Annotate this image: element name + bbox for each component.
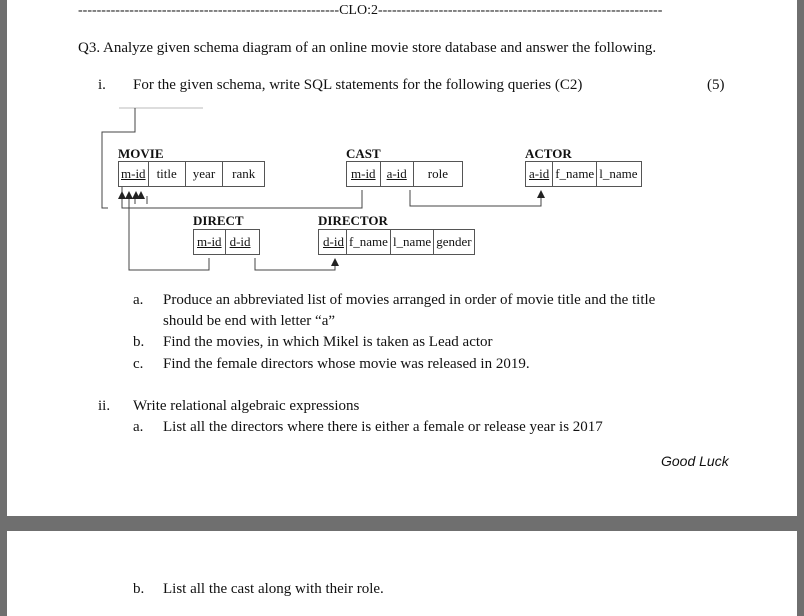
cast-field-a-id: a-id [381,162,414,186]
cast-table [346,161,463,187]
cast-field-m-id: m-id [347,162,381,186]
part-ii-b-letter: b. [133,581,145,597]
question-text: Q3. Analyze given schema diagram of an online movie store database and answer the following. [78,40,657,56]
part-ii-text: Write relational algebraic expressions [133,398,360,414]
director-title: DIRECTOR [318,213,388,228]
part-ii-b-text: List all the cast along with their role. [163,581,384,597]
actor-field-f-name: f_name [553,162,597,186]
part-ii-number: ii. [98,398,111,414]
director-field-l-name: l_name [391,230,434,254]
arrow-head [137,191,145,199]
direct-title: DIRECT [193,213,244,228]
direct-field-d-id: d-id [229,234,251,249]
director-table [318,229,475,255]
query-a-line2: should be end with letter “a” [163,313,336,329]
arrow-head [118,191,126,199]
director-field-d-id: d-id [319,230,347,254]
director-field-f-name: f_name [347,230,391,254]
page-1 [7,0,797,516]
cast-field-role: role [427,166,448,181]
query-b-letter: b. [133,334,145,350]
arrow-head [331,258,339,266]
clo-header: --------------------------------------------------------CLO:2------------------------------------------------------------- [78,3,663,18]
part-ii-a-letter: a. [133,419,144,435]
query-a-line1: Produce an abbreviated list of movies arranged in order of movie title and the title [163,292,656,308]
part-i-marks: (5) [707,77,725,93]
direct-field-m-id: m-id [194,230,226,254]
movie-field-rank: rank [232,166,256,181]
actor-field-l-name: l_name [599,166,638,181]
query-c-letter: c. [133,356,144,372]
movie-title: MOVIE [118,146,164,161]
actor-title: ACTOR [525,146,572,161]
movie-field-title: title [149,162,186,186]
actor-field-a-id: a-id [526,162,553,186]
query-b-text: Find the movies, in which Mikel is taken as Lead actor [163,334,493,350]
direct-table [193,229,260,255]
arrow-head [125,191,133,199]
cast-title: CAST [346,146,381,161]
query-c-text: Find the female directors whose movie was released in 2019. [163,356,530,372]
movie-field-year: year [186,162,223,186]
arrow-head [537,190,545,198]
actor-table [525,161,642,187]
page-2 [7,531,797,616]
part-i-text: For the given schema, write SQL statements for the following queries (C2) [133,77,583,93]
director-field-gender: gender [436,234,472,249]
query-a-letter: a. [133,292,144,308]
good-luck: Good Luck [661,453,729,469]
part-i-number: i. [98,77,106,93]
movie-table [118,161,265,187]
movie-field-m-id: m-id [119,162,149,186]
part-ii-a-text: List all the directors where there is either a female or release year is 2017 [163,419,603,435]
